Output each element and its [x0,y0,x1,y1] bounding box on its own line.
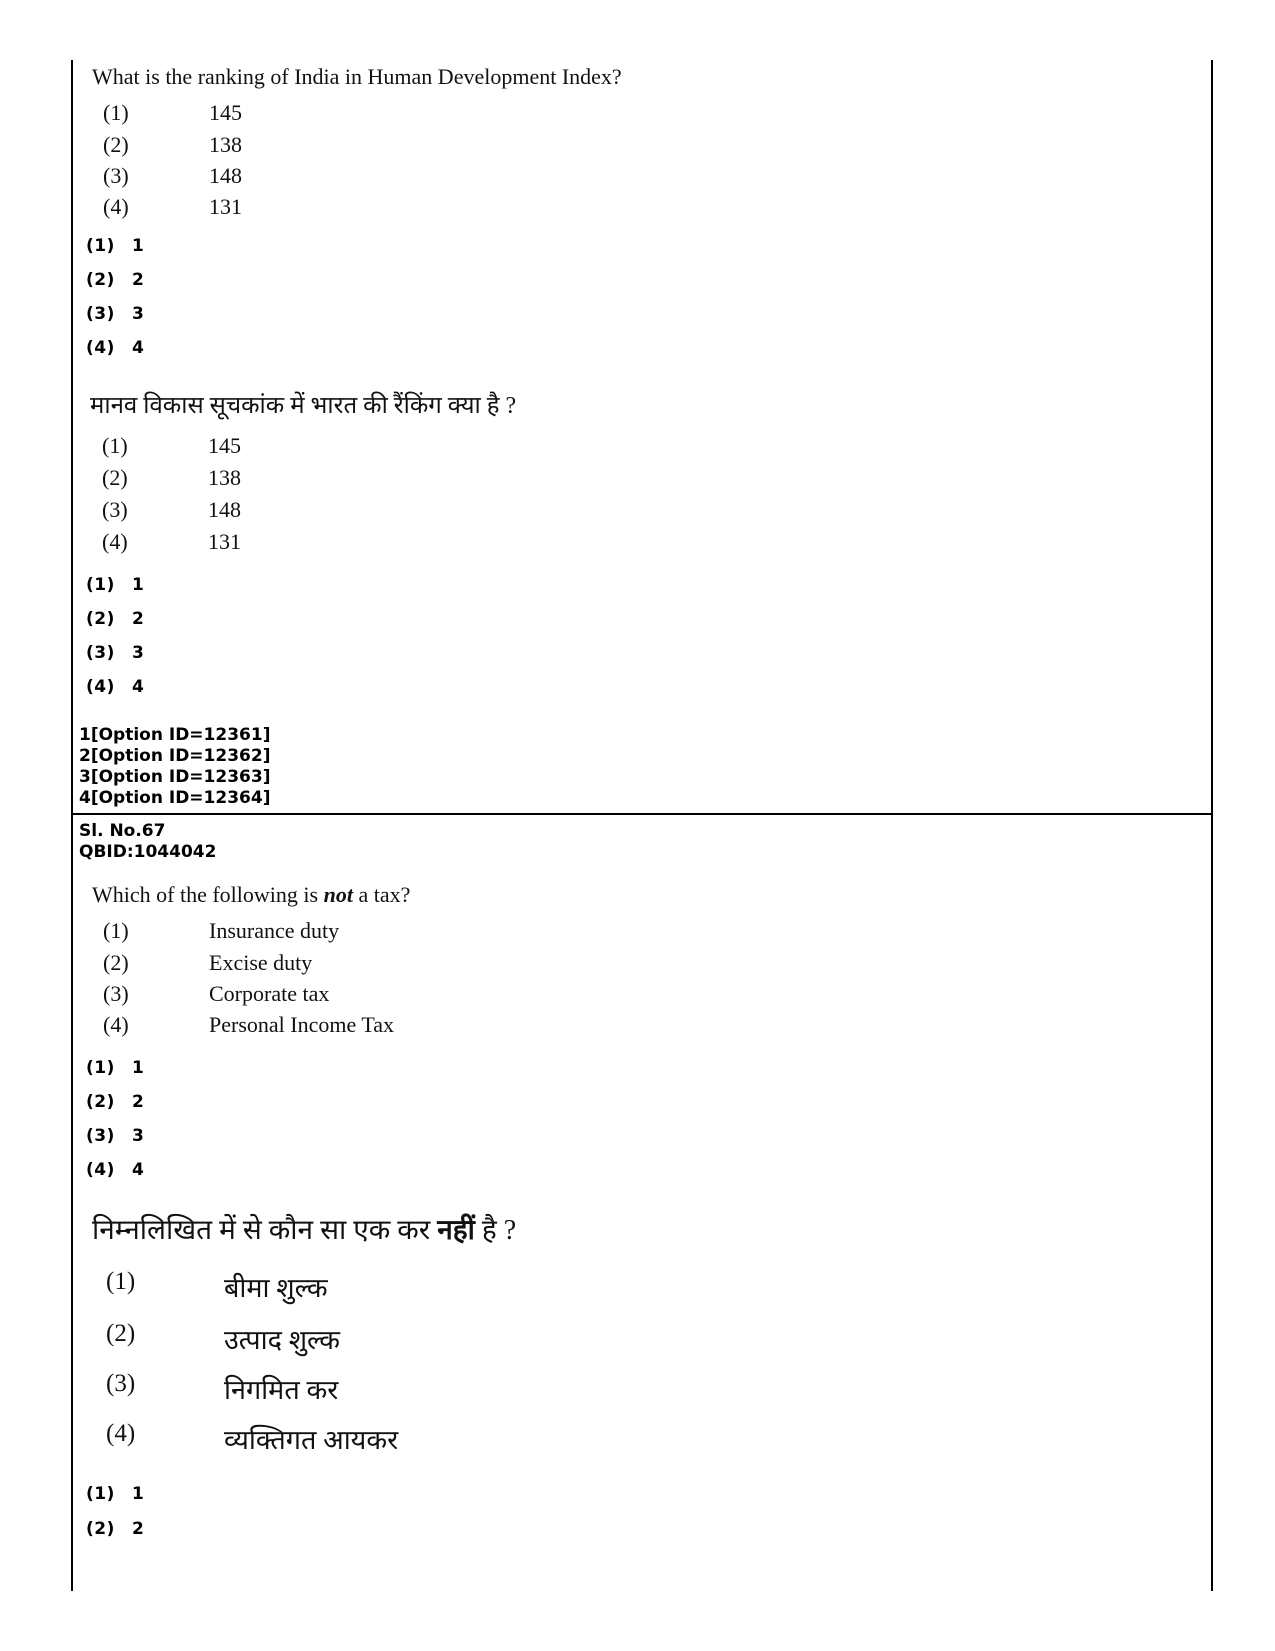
option-text: 138 [208,465,241,490]
option-number: (4) [102,529,128,554]
option-number: (3) [106,1370,136,1397]
qbid: QBID:1044042 [79,842,217,862]
option-text: 148 [208,497,241,522]
answer-choice[interactable]: (1) 1 [86,1058,145,1078]
question-header [79,821,216,863]
option-text: व्यक्तिगत आयकर [224,1425,399,1455]
option-text: 148 [209,163,242,188]
serial-number: Sl. No.67 [79,821,166,841]
left-border [71,60,73,1591]
answer-choice[interactable]: (1) 1 [86,1484,145,1504]
right-border [1211,60,1213,1591]
answer-choice[interactable]: (4) 4 [86,677,145,697]
option-number: (2) [102,465,128,490]
question-text-english: Which of the following is not a tax? [92,882,411,907]
option-number: (2) [103,132,129,157]
option-number: (2) [106,1320,136,1347]
option-id: 4[Option ID=12364] [79,788,271,808]
answer-choice[interactable]: (3) 3 [86,643,145,663]
question-divider [72,813,1211,815]
question-text-english: What is the ranking of India in Human Development Index? [92,64,622,89]
answer-choice[interactable]: (3) 3 [86,1126,145,1146]
answer-choice[interactable]: (1) 1 [86,575,145,595]
answer-choice[interactable]: (4) 4 [86,1160,145,1180]
answer-choice[interactable]: (1) 1 [86,236,145,256]
option-text: Personal Income Tax [209,1012,395,1037]
option-id-list [79,725,270,809]
question-text-hindi: मानव विकास सूचकांक में भारत की रैंकिंग क्या है ? [90,393,517,419]
emphasis: not [323,882,353,907]
option-number: (3) [103,981,129,1006]
option-id: 3[Option ID=12363] [79,767,271,787]
answer-choice[interactable]: (2) 2 [86,1519,145,1539]
option-number: (2) [103,950,129,975]
question-text-hindi: निम्नलिखित में से कौन सा एक कर नहीं है ? [92,1215,517,1246]
option-number: (1) [106,1268,136,1295]
option-number: (4) [106,1420,136,1447]
option-text: निगमित कर [224,1375,339,1405]
option-id: 2[Option ID=12362] [79,746,271,766]
option-number: (3) [103,163,129,188]
answer-choice[interactable]: (2) 2 [86,609,145,629]
option-number: (4) [103,1012,129,1037]
option-text: 131 [208,529,241,554]
option-text: Corporate tax [209,981,330,1006]
option-id: 1[Option ID=12361] [79,725,271,745]
answer-choice[interactable]: (4) 4 [86,338,145,358]
emphasis: नहीं [437,1215,475,1246]
option-text: 138 [209,132,242,157]
option-text: 145 [209,100,242,125]
option-text: 131 [209,194,242,219]
answer-choice[interactable]: (3) 3 [86,304,145,324]
option-number: (1) [103,918,129,943]
option-number: (1) [103,100,129,125]
option-text: Insurance duty [209,918,340,943]
option-number: (1) [102,433,128,458]
option-text: 145 [208,433,241,458]
option-text: Excise duty [209,950,313,975]
option-number: (3) [102,497,128,522]
answer-choice[interactable]: (2) 2 [86,270,145,290]
option-text: बीमा शुल्क [224,1273,328,1303]
answer-choice[interactable]: (2) 2 [86,1092,145,1112]
option-text: उत्पाद शुल्क [224,1325,340,1355]
option-number: (4) [103,194,129,219]
